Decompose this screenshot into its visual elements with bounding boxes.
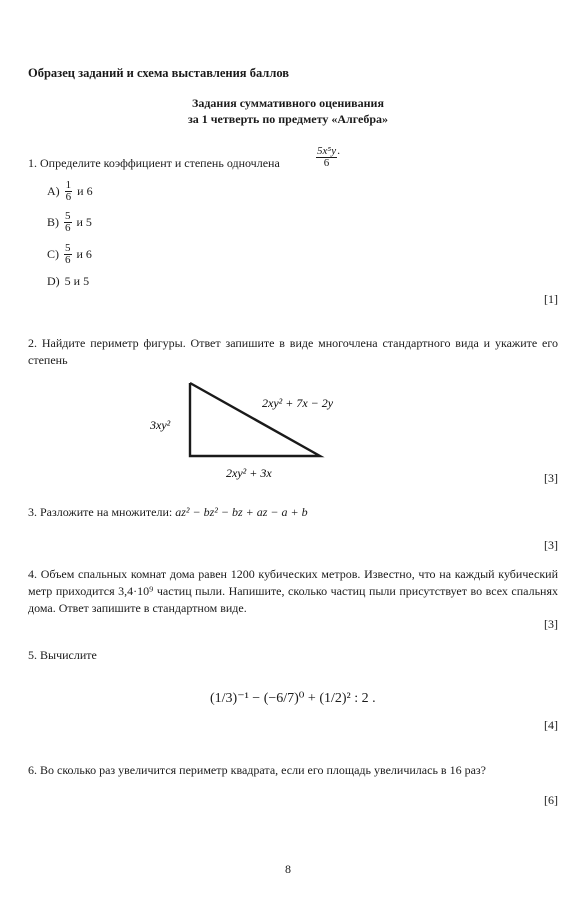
title-line-2: за 1 четверть по предмету «Алгебра» (187, 112, 389, 126)
option-degree: и 6 (76, 247, 92, 261)
option-answer: 5 и 5 (64, 274, 90, 288)
q1-prompt: 1. Определите коэффициент и степень одночлена (28, 156, 280, 170)
option-denominator: 6 (65, 222, 71, 234)
option-degree: и 5 (76, 215, 92, 229)
option-letter: A) (47, 184, 60, 198)
q3-expression: az² − bz² − bz + az − a + b (175, 505, 308, 519)
option-letter: D) (47, 274, 60, 288)
option-numerator: 5 (65, 242, 71, 254)
q1-monomial: $\frac{\text{5x⁵y}}{6}$ . (317, 143, 341, 169)
q5-text: 5. Вычислите (28, 648, 97, 662)
q4-text: 4. Объем спальных комнат дома равен 1200 кубических метров. Известно, что на каждый кубический метр приходится 3,4·10⁹ частиц пыли. Напишите, сколько частиц пыли присутствует во всех спальнях дома. Ответ запишите в стандартном виде. (28, 567, 558, 615)
q4-score: [3] (544, 617, 558, 631)
option-denominator: 6 (65, 254, 71, 266)
q3-score: [3] (544, 538, 558, 552)
q6-text: 6. Во сколько раз увеличится периметр квадрата, если его площадь увеличилась в 16 раз? (28, 763, 486, 777)
q1-monomial-denominator: 6 (323, 157, 330, 169)
q5-score: [4] (544, 718, 558, 732)
q1-option-d[interactable] (47, 274, 89, 289)
q1-monomial-numerator: 5x⁵y (317, 145, 337, 157)
q2-text: 2. Найдите периметр фигуры. Ответ запишите в виде многочлена стандартного вида и укажите его степень (28, 336, 558, 367)
q3-text (28, 505, 308, 520)
q1-text (28, 156, 280, 171)
q1-option-b[interactable] (47, 211, 92, 234)
option-numerator: 5 (65, 210, 71, 222)
title-line-1: Задания суммативного оценивания (192, 96, 384, 110)
triangle-shape (190, 383, 320, 456)
q3-prompt: 3. Разложите на множители: (28, 505, 173, 519)
triangle-side-hypotenuse: 2xy² + 7x − 2y (262, 396, 334, 410)
option-letter: B) (47, 215, 59, 229)
q1-option-c[interactable] (47, 243, 92, 266)
q1-score: [1] (544, 292, 558, 306)
triangle-side-bottom: 2xy² + 3x (226, 466, 272, 480)
triangle-side-left: 3xy² (150, 418, 171, 432)
q5-expression: (1/3)⁻¹ − (−6/7)⁰ + (1/2)² : 2 . (210, 691, 376, 706)
option-degree: и 6 (77, 184, 93, 198)
page-number: 8 (285, 862, 291, 876)
option-letter: C) (47, 247, 59, 261)
q1-option-a[interactable] (47, 180, 93, 203)
triangle-figure (130, 376, 390, 486)
option-numerator: 1 (65, 179, 72, 191)
section-heading: Образец заданий и схема выставления баллов (28, 66, 290, 80)
q6-score: [6] (544, 793, 558, 807)
q2-score: [3] (544, 471, 558, 485)
option-denominator: 6 (65, 191, 72, 203)
